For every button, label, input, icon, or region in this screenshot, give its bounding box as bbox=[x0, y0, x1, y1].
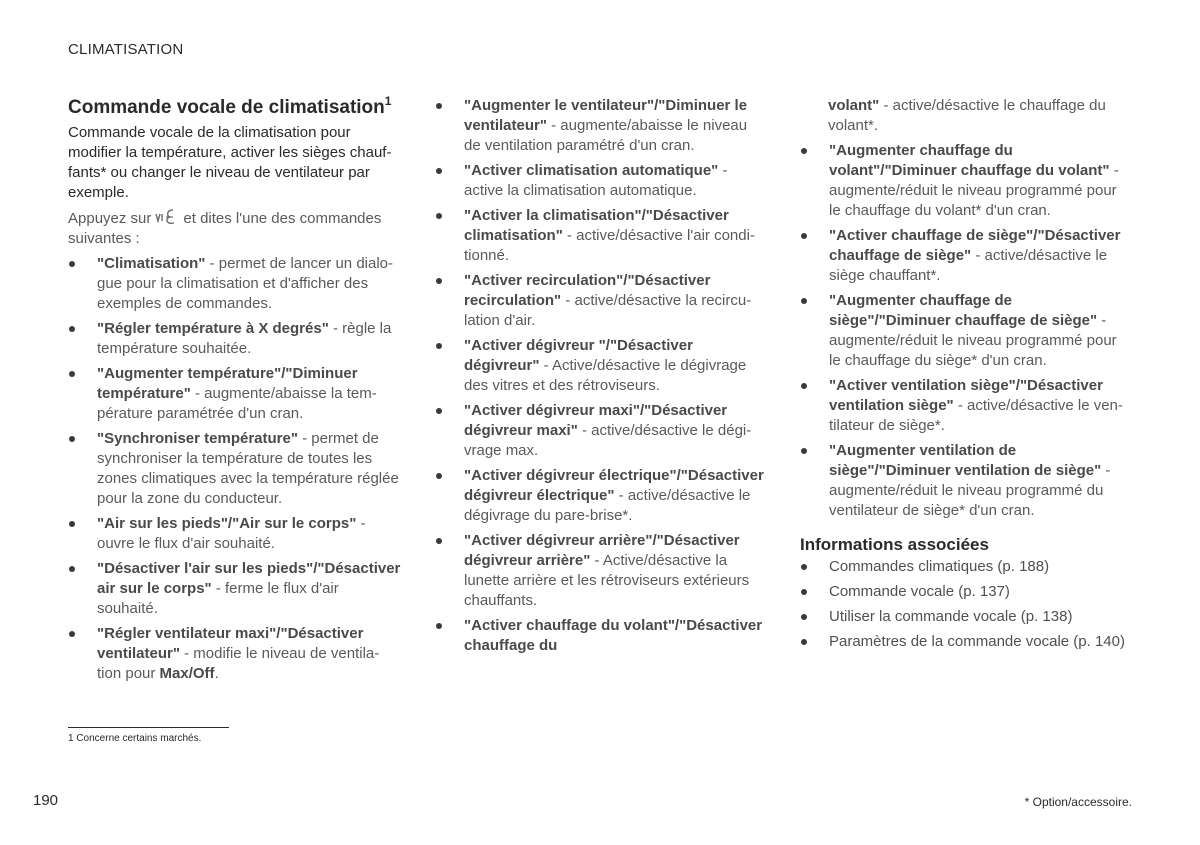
command-description: - active/désactive l'air condi-tionné. bbox=[464, 227, 755, 264]
command-description: - active/désactive le dégi-vrage max. bbox=[464, 422, 752, 459]
command-text: "Activer dégivreur arrière"/"Désactiver dégivreur arrière" bbox=[464, 532, 740, 569]
lead-after: et dites l'une des commandes suivantes : bbox=[68, 210, 382, 247]
command-description: - Active/désactive la lunette arrière et les rétroviseurs extérieurs chauffants. bbox=[464, 552, 750, 609]
command-text: "Augmenter chauffage de siège"/"Diminuer chauffage de siège" bbox=[829, 292, 1098, 329]
related-link[interactable]: Utiliser la commande vocale (p. 138) bbox=[800, 607, 1132, 627]
list-item bbox=[435, 401, 767, 461]
list-item bbox=[68, 364, 402, 424]
command-description: - augmente/réduit le niveau programmé pour le chauffage du siège* d'un cran. bbox=[829, 312, 1117, 369]
command-description: - ferme le flux d'air souhaité. bbox=[97, 580, 339, 617]
command-text: "Activer climatisation automatique" bbox=[464, 162, 719, 179]
command-description: - active/désactive la recircu-lation d'air. bbox=[464, 292, 752, 329]
command-description: - augmente/abaisse la tem-pérature paramétrée d'un cran. bbox=[97, 385, 377, 422]
command-description: - augmente/réduit le niveau programmé du ventilateur de siège* d'un cran. bbox=[829, 462, 1111, 519]
command-list-1 bbox=[68, 254, 402, 684]
command-description: - ouvre le flux d'air souhaité. bbox=[97, 515, 366, 552]
command-text: "Régler température à X degrés" bbox=[97, 320, 329, 337]
list-item bbox=[800, 441, 1132, 521]
list-item bbox=[68, 319, 402, 359]
command-text: "Air sur les pieds"/"Air sur le corps" bbox=[97, 515, 357, 532]
list-item bbox=[800, 141, 1132, 221]
list-item bbox=[435, 616, 767, 656]
command-text: "Activer dégivreur électrique"/"Désactiver dégivreur électrique" bbox=[464, 467, 764, 504]
footnote-ref: 1 bbox=[384, 93, 392, 108]
lead-before: Appuyez sur bbox=[68, 210, 152, 227]
command-text: "Activer la climatisation"/"Désactiver climatisation" bbox=[464, 207, 729, 244]
command-description: - active/désactive le ven-tilateur de siège*. bbox=[829, 397, 1123, 434]
list-item bbox=[435, 531, 767, 611]
column-1 bbox=[68, 93, 402, 689]
command-value: Max/Off bbox=[159, 665, 215, 682]
command-text: "Synchroniser température" bbox=[97, 430, 298, 447]
command-text: "Activer dégivreur maxi"/"Désactiver dégivreur maxi" bbox=[464, 402, 728, 439]
instruction-lead bbox=[68, 208, 402, 249]
command-description: - permet de synchroniser la température de toutes les zones climatiques avec la température réglée pour la zone du conducteur. bbox=[97, 430, 399, 507]
command-description: - Active/désactive le dégivrage des vitres et des rétroviseurs. bbox=[464, 357, 747, 394]
command-text: "Activer dégivreur "/"Désactiver dégivreur" bbox=[464, 337, 693, 374]
list-item bbox=[435, 271, 767, 331]
command-description: - règle la température souhaitée. bbox=[97, 320, 392, 357]
related-link[interactable]: Paramètres de la commande vocale (p. 140) bbox=[800, 632, 1132, 652]
list-item bbox=[68, 559, 402, 619]
list-item bbox=[68, 624, 402, 684]
command-list-3 bbox=[800, 141, 1132, 521]
command-description: - augmente/abaisse le niveau de ventilation paramétré d'un cran. bbox=[464, 117, 748, 154]
list-item bbox=[68, 254, 402, 314]
command-description: - modifie le niveau de ventila-tion pour bbox=[97, 645, 380, 682]
chapter-header: CLIMATISATION bbox=[68, 41, 184, 58]
list-item bbox=[435, 466, 767, 526]
command-description: - active/désactive le siège chauffant*. bbox=[829, 247, 1108, 284]
footnote: 1 Concerne certains marchés. bbox=[68, 733, 202, 744]
list-item bbox=[800, 291, 1132, 371]
command-list-2 bbox=[435, 96, 767, 656]
related-link[interactable]: Commandes climatiques (p. 188) bbox=[800, 557, 1132, 577]
voice-command-icon bbox=[153, 208, 179, 226]
command-description: - active la climatisation automatique. bbox=[464, 162, 728, 199]
related-links bbox=[800, 557, 1132, 652]
command-text: "Activer chauffage de siège"/"Désactiver chauffage de siège" bbox=[829, 227, 1121, 264]
command-text: "Climatisation" bbox=[97, 255, 206, 272]
command-description: - active/désactive le dégivrage du pare-brise*. bbox=[464, 487, 751, 524]
command-description: - augmente/réduit le niveau programmé pour le chauffage du volant* d'un cran. bbox=[829, 162, 1119, 219]
command-description-end: . bbox=[214, 665, 219, 682]
section-title bbox=[68, 93, 402, 120]
list-item bbox=[435, 336, 767, 396]
related-link[interactable]: Commande vocale (p. 137) bbox=[800, 582, 1132, 602]
command-text: "Augmenter chauffage du volant"/"Diminuer chauffage du volant" bbox=[829, 142, 1110, 179]
list-item bbox=[435, 161, 767, 201]
related-info-title: Informations associées bbox=[800, 535, 989, 554]
command-text: "Régler ventilateur maxi"/"Désactiver ventilateur" bbox=[97, 625, 364, 662]
command-text: volant" bbox=[828, 97, 880, 114]
option-note: * Option/accessoire. bbox=[1024, 795, 1132, 809]
list-item bbox=[68, 514, 402, 554]
section-intro: Commande vocale de la climatisation pour modifier la température, activer les sièges chauf-fants* ou changer le niveau de ventilateur par exemple. bbox=[68, 124, 392, 201]
list-item-continuation bbox=[800, 96, 1132, 136]
command-text: "Désactiver l'air sur les pieds"/"Désactiver air sur le corps" bbox=[97, 560, 401, 597]
command-text: "Activer recirculation"/"Désactiver recirculation" bbox=[464, 272, 711, 309]
list-item bbox=[800, 376, 1132, 436]
command-text: "Augmenter le ventilateur"/"Diminuer le ventilateur" bbox=[464, 97, 748, 134]
command-text: "Activer chauffage du volant"/"Désactiver chauffage du bbox=[464, 617, 763, 654]
command-description: - permet de lancer un dialo-gue pour la climatisation et d'afficher des exemples de commandes. bbox=[97, 255, 394, 312]
command-description: - active/désactive le chauffage du volant*. bbox=[828, 97, 1106, 134]
list-item bbox=[435, 206, 767, 266]
section-title-text: Commande vocale de climatisation bbox=[68, 97, 385, 118]
column-2 bbox=[435, 96, 767, 661]
list-item bbox=[435, 96, 767, 156]
page-number: 190 bbox=[33, 792, 59, 809]
column-3 bbox=[800, 96, 1132, 657]
list-item bbox=[800, 226, 1132, 286]
footnote-rule bbox=[68, 727, 229, 728]
list-item bbox=[68, 429, 402, 509]
command-text: "Activer ventilation siège"/"Désactiver ventilation siège" bbox=[829, 377, 1103, 414]
command-text: "Augmenter ventilation de siège"/"Diminuer ventilation de siège" bbox=[829, 442, 1102, 479]
command-text: "Augmenter température"/"Diminuer température" bbox=[97, 365, 358, 402]
